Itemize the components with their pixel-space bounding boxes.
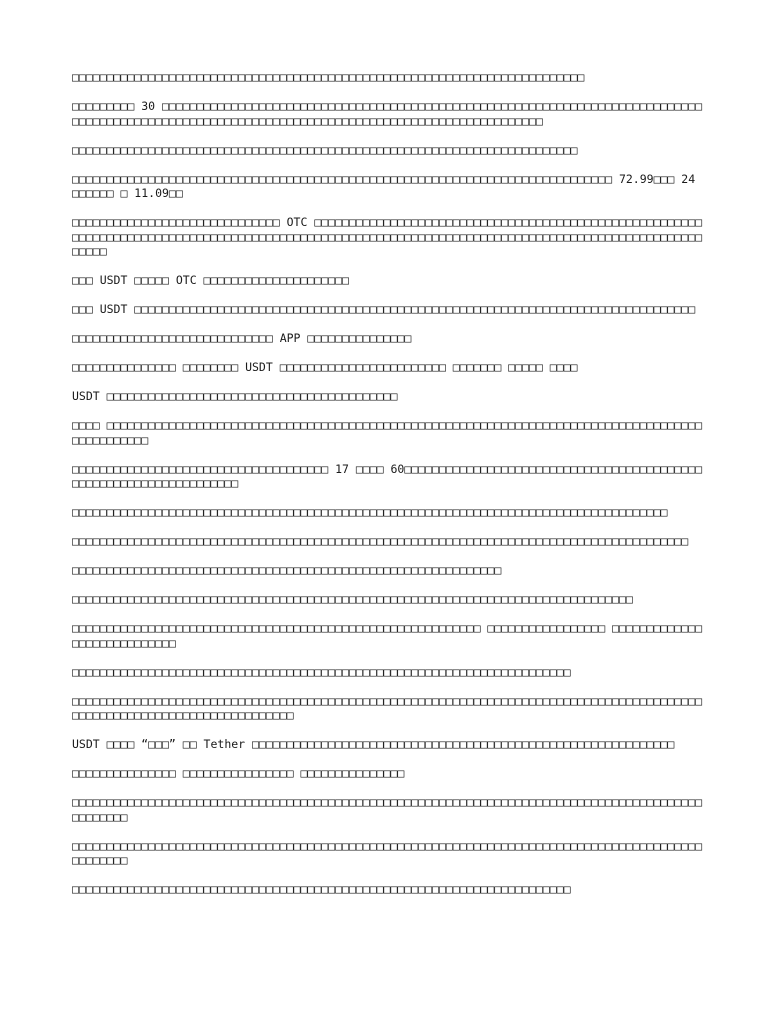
paragraph-11: □□□□ □□□□□□□□□□□□□□□□□□□□□□□□□□□□□□□□□□□□□□□□□□□□□□□□□□□□□□□□□□□□□□□□□□□□□□□□□□□□□□□□□□□□□□□□□□□□□□□□□ (72, 418, 703, 447)
paragraph-19: □□□□□□□□□□□□□□□□□□□□□□□□□□□□□□□□□□□□□□□□□□□□□□□□□□□□□□□□□□□□□□□□□□□□□□□□□□□□□□□□□□□□□□□□□□□□□□□□□□□□□□□□□□□□□□□□□□□□□□□□□□□ (72, 693, 703, 722)
paragraph-3: □□□□□□□□□□□□□□□□□□□□□□□□□□□□□□□□□□□□□□□□□□□□□□□□□□□□□□□□□□□□□□□□□□□□□□□□□ (72, 142, 578, 157)
paragraph-17: □□□□□□□□□□□□□□□□□□□□□□□□□□□□□□□□□□□□□□□□□□□□□□□□□□□□□□□□□□□ □□□□□□□□□□□□□□□□□ □□□□□□□□□□□□□□□□□□□□□□□□□□□□ (72, 621, 703, 650)
paragraph-23: □□□□□□□□□□□□□□□□□□□□□□□□□□□□□□□□□□□□□□□□□□□□□□□□□□□□□□□□□□□□□□□□□□□□□□□□□□□□□□□□□□□□□□□□□□□□□□□□□□□ (72, 838, 703, 867)
paragraph-9: □□□□□□□□□□□□□□□ □□□□□□□□ USDT □□□□□□□□□□□□□□□□□□□□□□□□ □□□□□□□ □□□□□ □□□□ (72, 360, 578, 374)
paragraph-1: □□□□□□□□□□□□□□□□□□□□□□□□□□□□□□□□□□□□□□□□□□□□□□□□□□□□□□□□□□□□□□□□□□□□□□□□□□ (72, 70, 585, 84)
document-body (72, 70, 704, 911)
paragraph-12: □□□□□□□□□□□□□□□□□□□□□□□□□□□□□□□□□□□□□ 17 □□□□ 60□□□□□□□□□□□□□□□□□□□□□□□□□□□□□□□□□□□□□□□□□□□□□□□□□□□□□□□□□□□□□□□□□□□ (72, 461, 703, 490)
paragraph-7: □□□ USDT □□□□□□□□□□□□□□□□□□□□□□□□□□□□□□□□□□□□□□□□□□□□□□□□□□□□□□□□□□□□□□□□□□□□□□□□□□□□□□□□□ (72, 302, 696, 316)
paragraph-14: □□□□□□□□□□□□□□□□□□□□□□□□□□□□□□□□□□□□□□□□□□□□□□□□□□□□□□□□□□□□□□□□□□□□□□□□□□□□□□□□□□□□□□□□□ (72, 534, 689, 548)
paragraph-2: □□□□□□□□□ 30 □□□□□□□□□□□□□□□□□□□□□□□□□□□□□□□□□□□□□□□□□□□□□□□□□□□□□□□□□□□□□□□□□□□□□□□□□□□□□□□□□□□□□□□□□□□□□□□□□□□□□□□□□□□□□□□□□□□□□□□□□□□□□□□□□□□□□□□□□□□□□□□□□□ (72, 99, 703, 128)
paragraph-6: □□□ USDT □□□□□ OTC □□□□□□□□□□□□□□□□□□□□□ (72, 273, 349, 287)
paragraph-15: □□□□□□□□□□□□□□□□□□□□□□□□□□□□□□□□□□□□□□□□□□□□□□□□□□□□□□□□□□□□□□ (72, 563, 502, 577)
paragraph-10: USDT □□□□□□□□□□□□□□□□□□□□□□□□□□□□□□□□□□□□□□□□□□ (72, 389, 398, 403)
paragraph-24: □□□□□□□□□□□□□□□□□□□□□□□□□□□□□□□□□□□□□□□□□□□□□□□□□□□□□□□□□□□□□□□□□□□□□□□□ (72, 882, 571, 896)
paragraph-5: □□□□□□□□□□□□□□□□□□□□□□□□□□□□□□ OTC □□□□□□□□□□□□□□□□□□□□□□□□□□□□□□□□□□□□□□□□□□□□□□□□□□□□□□□□□□□□□□□□□□□□□□□□□□□□□□□□□□□□□□□□□□□□□□□□□□□□□□□□□□□□□□□□□□□□□□□□□□□□□□□□□□□□□□□□□□□□□□□□□□□□□□□□ (72, 215, 703, 258)
paragraph-16: □□□□□□□□□□□□□□□□□□□□□□□□□□□□□□□□□□□□□□□□□□□□□□□□□□□□□□□□□□□□□□□□□□□□□□□□□□□□□□□□□ (72, 592, 633, 606)
paragraph-13: □□□□□□□□□□□□□□□□□□□□□□□□□□□□□□□□□□□□□□□□□□□□□□□□□□□□□□□□□□□□□□□□□□□□□□□□□□□□□□□□□□□□□□ (72, 505, 668, 519)
paragraph-20: USDT □□□□ “□□□” □□ Tether □□□□□□□□□□□□□□□□□□□□□□□□□□□□□□□□□□□□□□□□□□□□□□□□□□□□□□□□□□□□□ (72, 737, 675, 751)
paragraph-22: □□□□□□□□□□□□□□□□□□□□□□□□□□□□□□□□□□□□□□□□□□□□□□□□□□□□□□□□□□□□□□□□□□□□□□□□□□□□□□□□□□□□□□□□□□□□□□□□□□□ (72, 795, 703, 824)
paragraph-18: □□□□□□□□□□□□□□□□□□□□□□□□□□□□□□□□□□□□□□□□□□□□□□□□□□□□□□□□□□□□□□□□□□□□□□□□ (72, 664, 571, 679)
paragraph-4: □□□□□□□□□□□□□□□□□□□□□□□□□□□□□□□□□□□□□□□□□□□□□□□□□□□□□□□□□□□□□□□□□□□□□□□□□□□□□□ 72.99□□□ 24 □□□□□□ □ 11.09□□ (72, 171, 696, 200)
paragraph-8: □□□□□□□□□□□□□□□□□□□□□□□□□□□□□ APP □□□□□□□□□□□□□□□ (72, 331, 412, 345)
paragraph-21: □□□□□□□□□□□□□□□ □□□□□□□□□□□□□□□□ □□□□□□□□□□□□□□□ (72, 766, 405, 780)
